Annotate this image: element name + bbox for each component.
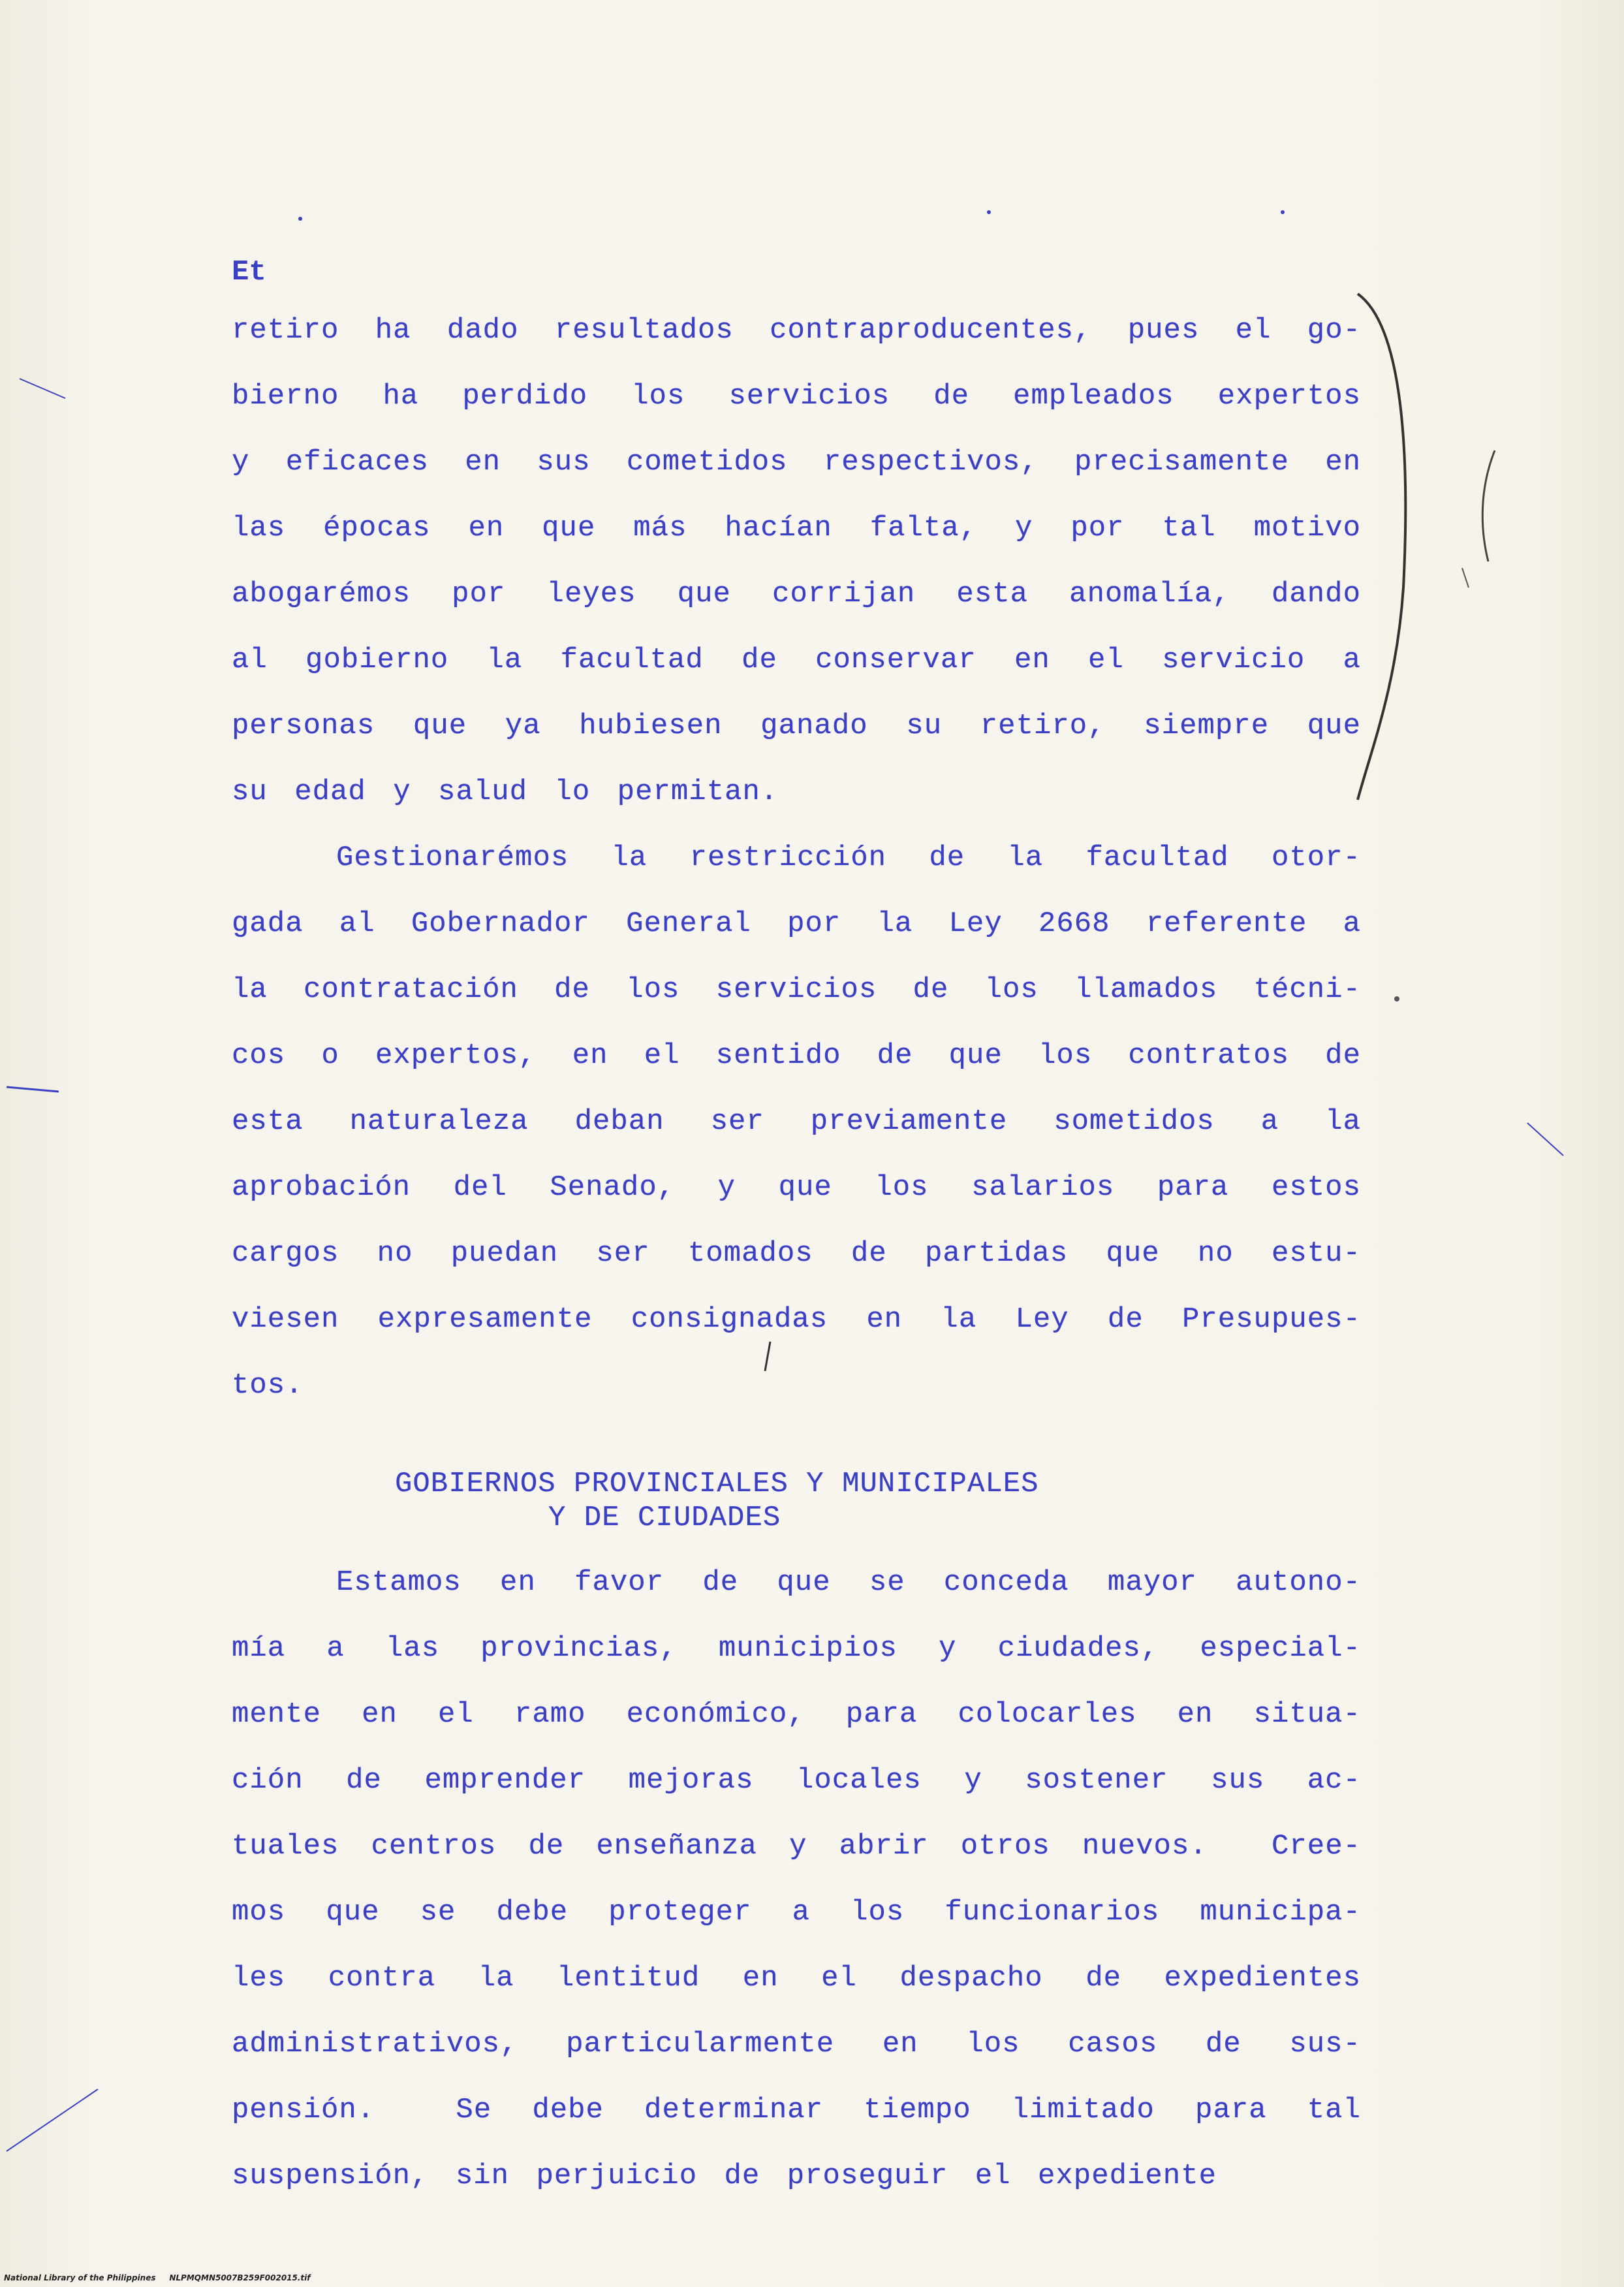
text-line: administrativos, particularmente en los casos de sus- <box>232 2028 1361 2060</box>
text-line: viesen expresamente consignadas en la Ley de Presupues- <box>232 1303 1361 1336</box>
text-line: bierno ha perdido los servicios de empleados expertos <box>232 380 1361 413</box>
text-line: y eficaces en sus cometidos respectivos, precisamente en <box>232 446 1361 479</box>
paragraph-ley-2668 <box>232 825 1361 1419</box>
text-line: les contra la lentitud en el despacho de expedientes <box>232 1962 1361 1995</box>
text-line: Estamos en favor de que se conceda mayor autono- <box>336 1566 1361 1599</box>
paragraph-autonomia <box>232 1550 1361 2209</box>
text-line: pensión. Se debe determinar tiempo limitado para tal <box>232 2094 1361 2126</box>
text-line: mos que se debe proteger a los funcionarios municipa- <box>232 1896 1361 1929</box>
text-line: abogarémos por leyes que corrijan esta anomalía, dando <box>232 578 1361 610</box>
paragraph-retiro <box>232 298 1361 825</box>
text-line: aprobación del Senado, y que los salarios para estos <box>232 1171 1361 1204</box>
text-line: las épocas en que más hacían falta, y por tal motivo <box>232 512 1361 544</box>
text-line: al gobierno la facultad de conservar en el servicio a <box>232 644 1361 676</box>
text-line: la contratación de los servicios de los llamados técni- <box>232 973 1361 1006</box>
text-line: esta naturaleza deban ser previamente sometidos a la <box>232 1105 1361 1138</box>
text-line: mente en el ramo económico, para colocarles en situa- <box>232 1698 1361 1731</box>
text-line: mía a las provincias, municipios y ciudades, especial- <box>232 1632 1361 1665</box>
text-line: ción de emprender mejoras locales y sostener sus ac- <box>232 1764 1361 1797</box>
page-marker: Et <box>232 256 266 289</box>
text-line: cos o expertos, en el sentido de que los contratos de <box>232 1039 1361 1072</box>
text-line: gada al Gobernador General por la Ley 2668 referente a <box>232 907 1361 940</box>
text-line: Gestionarémos la restricción de la facultad otor- <box>336 842 1361 874</box>
text-line: suspensión, sin perjuicio de proseguir el expediente <box>232 2160 1217 2192</box>
text-line: tos. <box>232 1369 304 1402</box>
section-heading: GOBIERNOS PROVINCIALES Y MUNICIPALES <box>395 1468 1039 1500</box>
text-line: su edad y salud lo permitan. <box>232 776 779 808</box>
text-line: cargos no puedan ser tomados de partidas que no estu- <box>232 1237 1361 1270</box>
section-heading-sub: Y DE CIUDADES <box>548 1502 781 1534</box>
text-line: personas que ya hubiesen ganado su retiro, siempre que <box>232 710 1361 742</box>
text-line: retiro ha dado resultados contraproducentes, pues el go- <box>232 314 1361 347</box>
text-line: tuales centros de enseñanza y abrir otros nuevos. Cree- <box>232 1830 1361 1863</box>
archive-footer-label: National Library of the Philippines NLPMQMN5007B259F002015.tif <box>4 2273 311 2282</box>
